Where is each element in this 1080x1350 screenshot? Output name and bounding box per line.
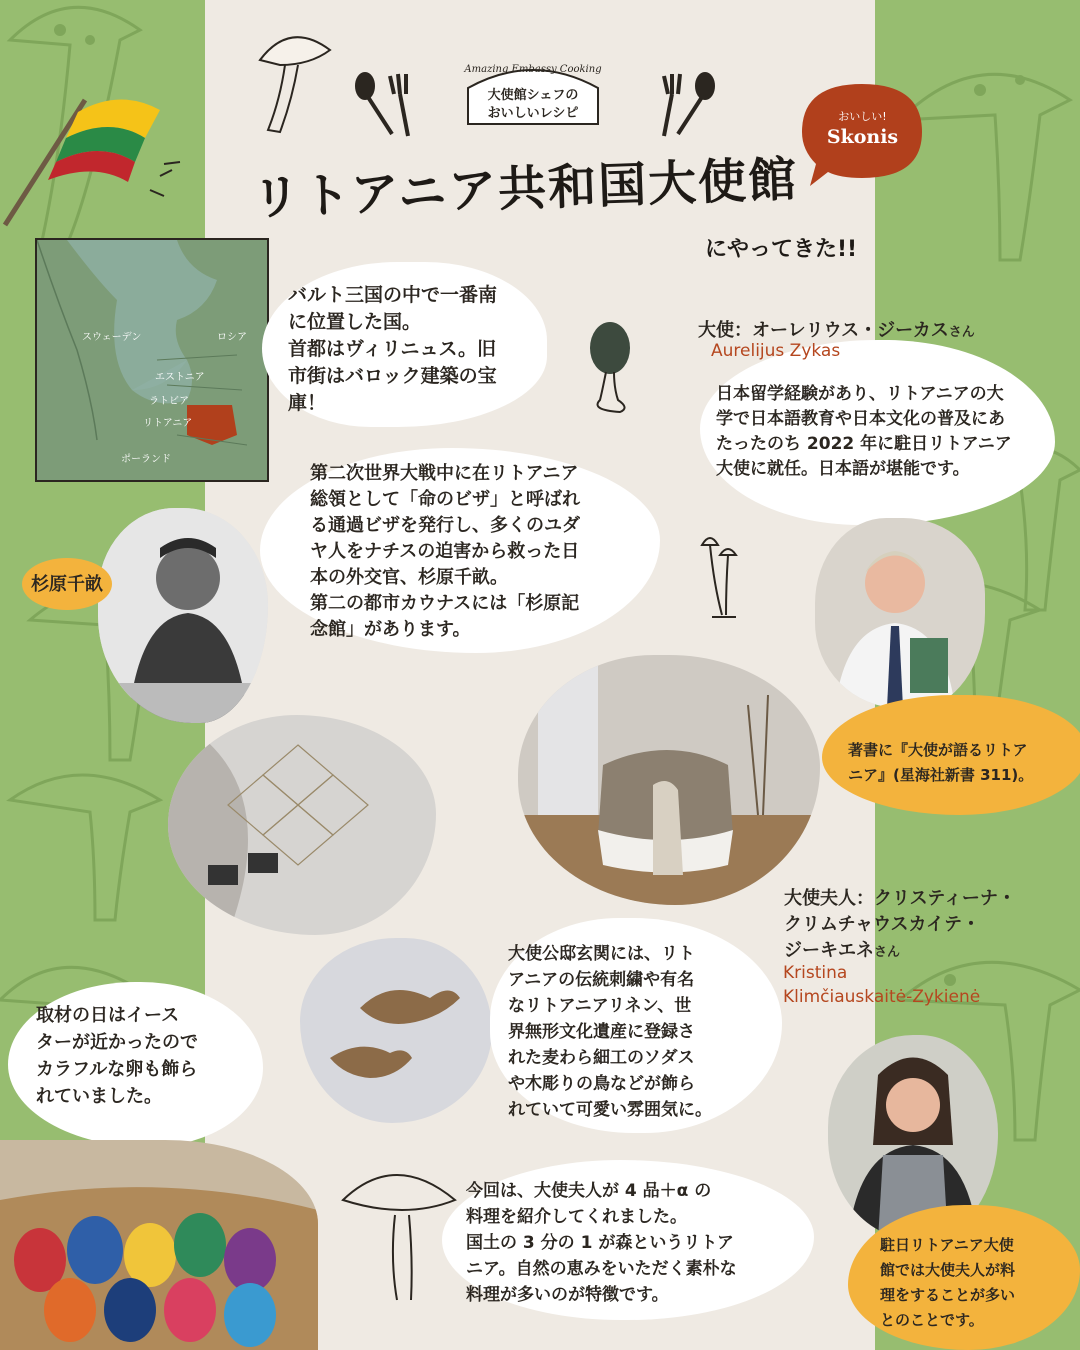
- map-label-sweden: スウェーデン: [82, 332, 142, 343]
- sugihara-label: 杉原千畝: [31, 574, 103, 595]
- map-label-latvia: ラトビア: [149, 396, 189, 407]
- map-label-poland: ポーランド: [121, 454, 171, 465]
- wife-title-line1: 大使夫人：クリスティーナ・: [784, 888, 1016, 909]
- mushroom-sketch-icon: [250, 20, 340, 140]
- book-note: 著書に『大使が語るリトア ニア』(星海社新書 311)。: [848, 741, 1034, 784]
- mushroom-sketch-icon: [692, 525, 752, 625]
- page-subtitle: にやってきた!!: [705, 237, 858, 262]
- ambassador-title: [698, 316, 975, 342]
- skonis-small: おいしい!: [838, 110, 887, 123]
- badge-line2: おいしいレシピ: [487, 106, 579, 121]
- cutlery-icon: [350, 72, 420, 142]
- ambassador-title-main: 大使：オーレリウス・ジーカス: [698, 320, 949, 341]
- ambassador-photo: [815, 518, 985, 708]
- map-label-estonia: エストニア: [155, 372, 205, 383]
- residence-text: 大使公邸玄関には、リト アニアの伝統刺繍や有名 なリトアニアリネン、世 界無形文化遺産に登録さ れた麦わら細工のソダス や木彫りの鳥などが飾ら れていて可愛い雰囲気に。: [508, 944, 712, 1120]
- map-label-russia: ロシア: [217, 332, 247, 343]
- sugihara-text: 第二次世界大戦中に在リトアニア 総領として「命のビザ」と呼ばれ る通過ビザを発行し、多くのユダ ヤ人をナチスの迫害から救った日 本の外交官、杉原千畝。 第二の都市カウナスには「杉原記 念館」があります。: [310, 463, 580, 640]
- ambassador-text: 日本留学経験があり、リトアニアの大 学で日本語教育や日本文化の普及にあ たったのち 2022 年に駐日リトアニア 大使に就任。日本語が堪能です。: [716, 384, 1012, 479]
- wife-title-line2: クリムチャウスカイテ・: [784, 914, 981, 935]
- wife-name-en-line1: Kristina: [783, 963, 848, 983]
- easter-text: 取材の日はイース ターが近かったので カラフルな卵も飾ら れていました。: [36, 1005, 198, 1107]
- wife-name-en-line2: Klimčiauskaitė-Zykienė: [783, 987, 981, 1007]
- badge-script: Amazing Embassy Cooking: [464, 64, 602, 75]
- birds-photo: [300, 938, 492, 1123]
- mushroom-sketch-icon: [580, 320, 650, 420]
- wife-note: 駐日リトアニア大使 館では大使夫人が料 理をすることが多い とのことです。: [880, 1236, 1016, 1329]
- skonis-word: Skonis: [826, 126, 899, 148]
- skonis-badge: [800, 80, 925, 190]
- badge-line1: 大使館シェフの: [487, 88, 579, 103]
- page-title: リトアニア共和国大使館: [251, 151, 800, 227]
- wife-title-suffix: さん: [874, 945, 901, 960]
- wife-title: [784, 886, 1016, 966]
- baltic-map-icon: [37, 240, 267, 480]
- cutlery-icon: [650, 72, 720, 142]
- ambassador-name-en: Aurelijus Zykas: [711, 341, 841, 361]
- ambassador-title-suffix: さん: [948, 325, 975, 340]
- intro-text: バルト三国の中で一番南 に位置した国。 首都はヴィリニュス。旧 市街はバロック建築の宝 庫！: [288, 284, 498, 414]
- closing-text: 今回は、大使夫人が 4 品＋α の 料理を紹介してくれました。 国土の 3 分の 1 が森というリトア ニア。自然の恵みをいただく素朴な 料理が多いのが特徴です。: [466, 1181, 737, 1305]
- header-badge: [458, 58, 608, 128]
- lithuania-flag-icon: [0, 80, 190, 240]
- wife-title-line3: ジーキエネ: [784, 940, 874, 961]
- map: [35, 238, 269, 482]
- map-label-lithuania: リトアニア: [143, 418, 193, 429]
- easter-eggs-photo: [0, 1140, 318, 1350]
